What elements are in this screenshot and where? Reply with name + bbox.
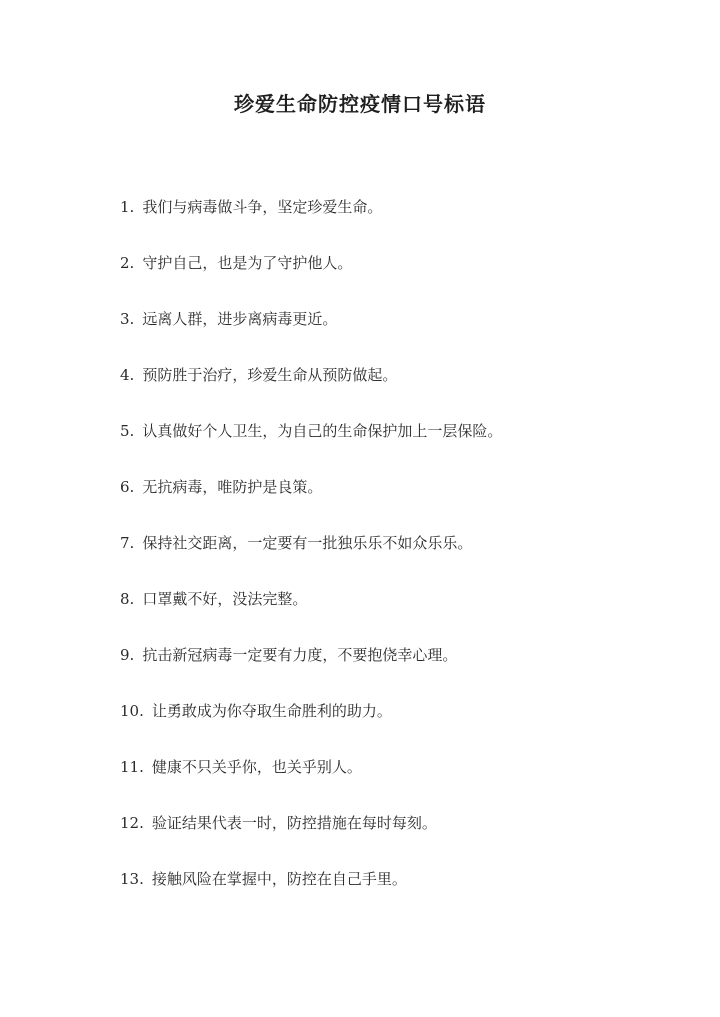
list-item-text: 无抗病毒，唯防护是良策。: [142, 478, 323, 496]
list-item-number: 12.: [120, 814, 144, 832]
list-item: [120, 700, 502, 756]
list-item-number: 7.: [120, 534, 135, 552]
list-item: [120, 252, 502, 308]
list-item-text: 预防胜于治疗，珍爱生命从预防做起。: [142, 366, 398, 384]
list-item: [120, 644, 502, 700]
list-item-text: 抗击新冠病毒一定要有力度，不要抱侥幸心理。: [142, 646, 458, 664]
list-item-text: 让勇敢成为你夺取生命胜利的助力。: [151, 702, 392, 720]
list-item-number: 4.: [120, 366, 135, 384]
list-item-text: 远离人群，进步离病毒更近。: [142, 310, 338, 328]
slogan-list: [120, 196, 502, 924]
list-item-number: 10.: [120, 702, 144, 720]
list-item: [120, 868, 502, 924]
list-item-text: 认真做好个人卫生，为自己的生命保护加上一层保险。: [142, 422, 503, 440]
list-item-number: 13.: [120, 870, 144, 888]
list-item: [120, 532, 502, 588]
list-item: [120, 308, 502, 364]
list-item-number: 3.: [120, 310, 135, 328]
list-item-number: 11.: [120, 758, 144, 776]
list-item-number: 6.: [120, 478, 135, 496]
list-item-text: 守护自己，也是为了守护他人。: [142, 254, 353, 272]
list-item: [120, 364, 502, 420]
document-title: 珍爱生命防控疫情口号标语: [234, 92, 486, 116]
list-item-number: 8.: [120, 590, 135, 608]
list-item: [120, 420, 502, 476]
list-item: [120, 588, 502, 644]
list-item-text: 口罩戴不好，没法完整。: [142, 590, 308, 608]
list-item: [120, 476, 502, 532]
list-item-number: 9.: [120, 646, 135, 664]
list-item-text: 我们与病毒做斗争，坚定珍爱生命。: [142, 198, 383, 216]
list-item-number: 1.: [120, 198, 135, 216]
list-item: [120, 812, 502, 868]
list-item-number: 2.: [120, 254, 135, 272]
list-item-text: 保持社交距离，一定要有一批独乐乐不如众乐乐。: [142, 534, 473, 552]
list-item-text: 验证结果代表一时，防控措施在每时每刻。: [151, 814, 437, 832]
list-item-number: 5.: [120, 422, 135, 440]
list-item: [120, 756, 502, 812]
list-item: [120, 196, 502, 252]
list-item-text: 健康不只关乎你，也关乎别人。: [151, 758, 362, 776]
list-item-text: 接触风险在掌握中，防控在自己手里。: [151, 870, 407, 888]
